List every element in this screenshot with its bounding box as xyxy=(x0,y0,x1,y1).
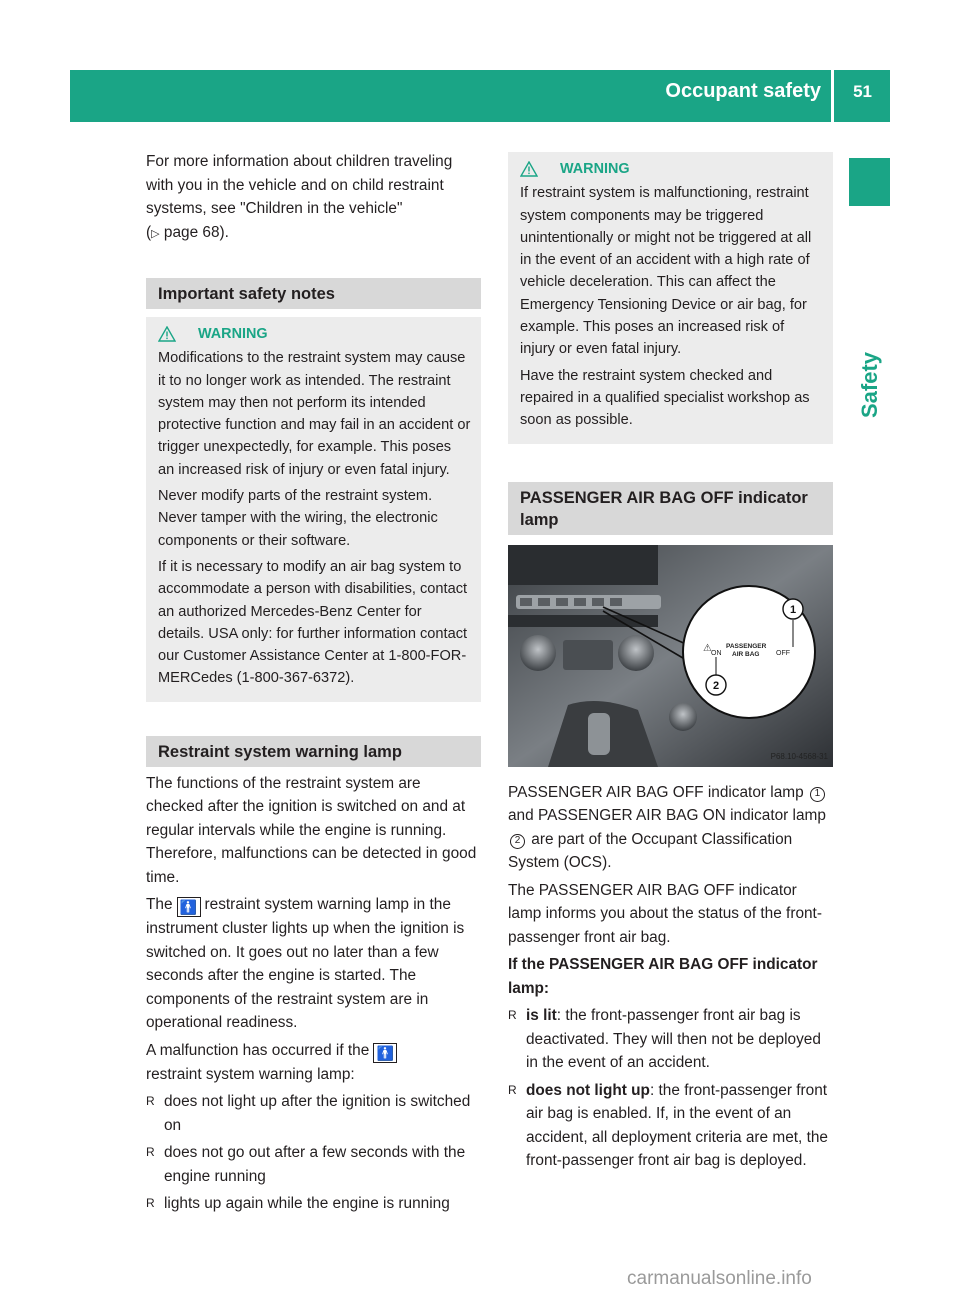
page-header-bar xyxy=(70,70,890,122)
section-heading-passenger-airbag-off: PASSENGER AIR BAG OFF indicator lamp xyxy=(508,482,833,535)
body-paragraph: A malfunction has occurred if the 🚹 restraint system warning lamp: xyxy=(146,1039,481,1087)
body-paragraph: PASSENGER AIR BAG OFF indicator lamp 1 and PASSENGER AIR BAG ON indicator lamp 2 are part of the Occupant Classification System (OCS). xyxy=(508,783,826,872)
warning-text: If it is necessary to modify an air bag system to accommodate a person with disabilities, contact an authorized Mercedes-Benz Center for details. USA only: for further information contact our Customer Assistance Center at 1-800-FOR-MERCedes (1-800-367-6372). xyxy=(158,558,468,687)
photo-label-airbag: AIR BAG xyxy=(732,650,760,658)
svg-text:⚠: ⚠ xyxy=(703,642,712,654)
warning-triangle-icon xyxy=(520,161,538,177)
bullet-icon: R xyxy=(508,1082,517,1097)
restraint-warning-lamp-icon: 🚹 xyxy=(373,1043,397,1063)
center-console-photo xyxy=(508,545,833,767)
warning-title: WARNING xyxy=(158,323,471,345)
body-paragraph: The PASSENGER AIR BAG OFF indicator lamp informs you about the status of the front-passenger front air bag. xyxy=(508,881,822,946)
warning-triangle-icon xyxy=(158,326,176,342)
section-heading-restraint-warning-lamp: Restraint system warning lamp xyxy=(146,736,481,767)
photo-label-passenger: PASSENGER xyxy=(726,642,767,650)
right-column xyxy=(508,152,833,1177)
warning-box-malfunction xyxy=(508,152,833,444)
page-68-link[interactable]: page 68). xyxy=(163,223,229,241)
list-item: R does not light up after the ignition is switched on xyxy=(146,1090,481,1137)
warning-box-modifications xyxy=(146,317,481,702)
list-item: R is lit: the front-passenger front air bag is deactivated. They will then not be deployed in the event of an accident. xyxy=(508,1004,833,1075)
bullet-icon: R xyxy=(146,1196,155,1211)
warning-text: If restraint system is malfunctioning, restraint system components may be triggered unintentionally or might not be triggered at all in the event of an accident with a high rate of vehicle deceleration. This can affect the Emergency Tensioning Device or air bag, for example. This poses an increased risk of injury or even fatal injury. xyxy=(520,185,812,358)
warning-text: Have the restraint system checked and repaired in a qualified specialist workshop as soon as possible. xyxy=(520,367,810,429)
bullet-icon: R xyxy=(146,1145,155,1160)
section-heading-important-safety-notes: Important safety notes xyxy=(146,278,481,309)
list-item: R does not light up: the front-passenger front air bag is enabled. If, in the event of an accident, all deployment criteria are met, the front-passenger front air bag is deployed. xyxy=(508,1079,833,1173)
side-tab-marker xyxy=(849,158,890,206)
bullet-icon: R xyxy=(146,1094,155,1109)
malfunction-list xyxy=(146,1090,481,1216)
photo-label-on: ON xyxy=(711,649,722,657)
body-paragraph: The 🚹 restraint system warning lamp in the instrument cluster lights up when the ignition is switched on. It goes out no later than a few seconds after the engine is started. The components of the restraint system are in operational readiness. xyxy=(146,896,465,1032)
bold-subheading: If the PASSENGER AIR BAG OFF indicator lamp: xyxy=(508,956,818,997)
chapter-title: Occupant safety xyxy=(665,80,821,102)
callout-1-icon: 1 xyxy=(810,787,825,802)
console-illustration xyxy=(508,545,833,767)
intro-paragraph: For more information about children traveling with you in the vehicle and on child restraint systems, see "Children in the vehicle" (▷ page 68). xyxy=(146,153,453,241)
photo-callout-1: 1 xyxy=(789,603,797,616)
header-divider xyxy=(831,70,834,122)
photo-code: P68.10-4568-31 xyxy=(770,751,828,761)
side-tab-label: Safety xyxy=(857,351,882,419)
warning-text: Modifications to the restraint system may cause it to no longer work as intended. The restraint system may then not perform its intended protective function and may fail in an accident or trigger unexpectedly, for example. This poses an increased risk of injury or even fatal injury. xyxy=(158,350,471,478)
callout-2-icon: 2 xyxy=(510,834,525,849)
left-column xyxy=(146,150,481,1220)
list-item: R lights up again while the engine is running xyxy=(146,1192,481,1216)
page-number: 51 xyxy=(853,82,872,101)
list-item: R does not go out after a few seconds with the engine running xyxy=(146,1141,481,1188)
body-paragraph: The functions of the restraint system are checked after the ignition is switched on and at regular intervals while the engine is running. Therefore, malfunctions can be detected in good time. xyxy=(146,774,477,886)
watermark: carmanualsonline.info xyxy=(627,1268,812,1289)
page-ref-arrow-icon: ▷ xyxy=(151,227,160,240)
warning-text: Never modify parts of the restraint system. Never tamper with the wiring, the electronic components or their software. xyxy=(158,488,438,549)
side-tab[interactable] xyxy=(850,340,890,430)
restraint-warning-lamp-icon: 🚹 xyxy=(177,897,201,917)
photo-callout-2: 2 xyxy=(712,679,720,692)
warning-title: WARNING xyxy=(520,158,823,180)
photo-label-off: OFF xyxy=(776,649,790,657)
indicator-state-list xyxy=(508,1004,833,1173)
bullet-icon: R xyxy=(508,1008,517,1023)
